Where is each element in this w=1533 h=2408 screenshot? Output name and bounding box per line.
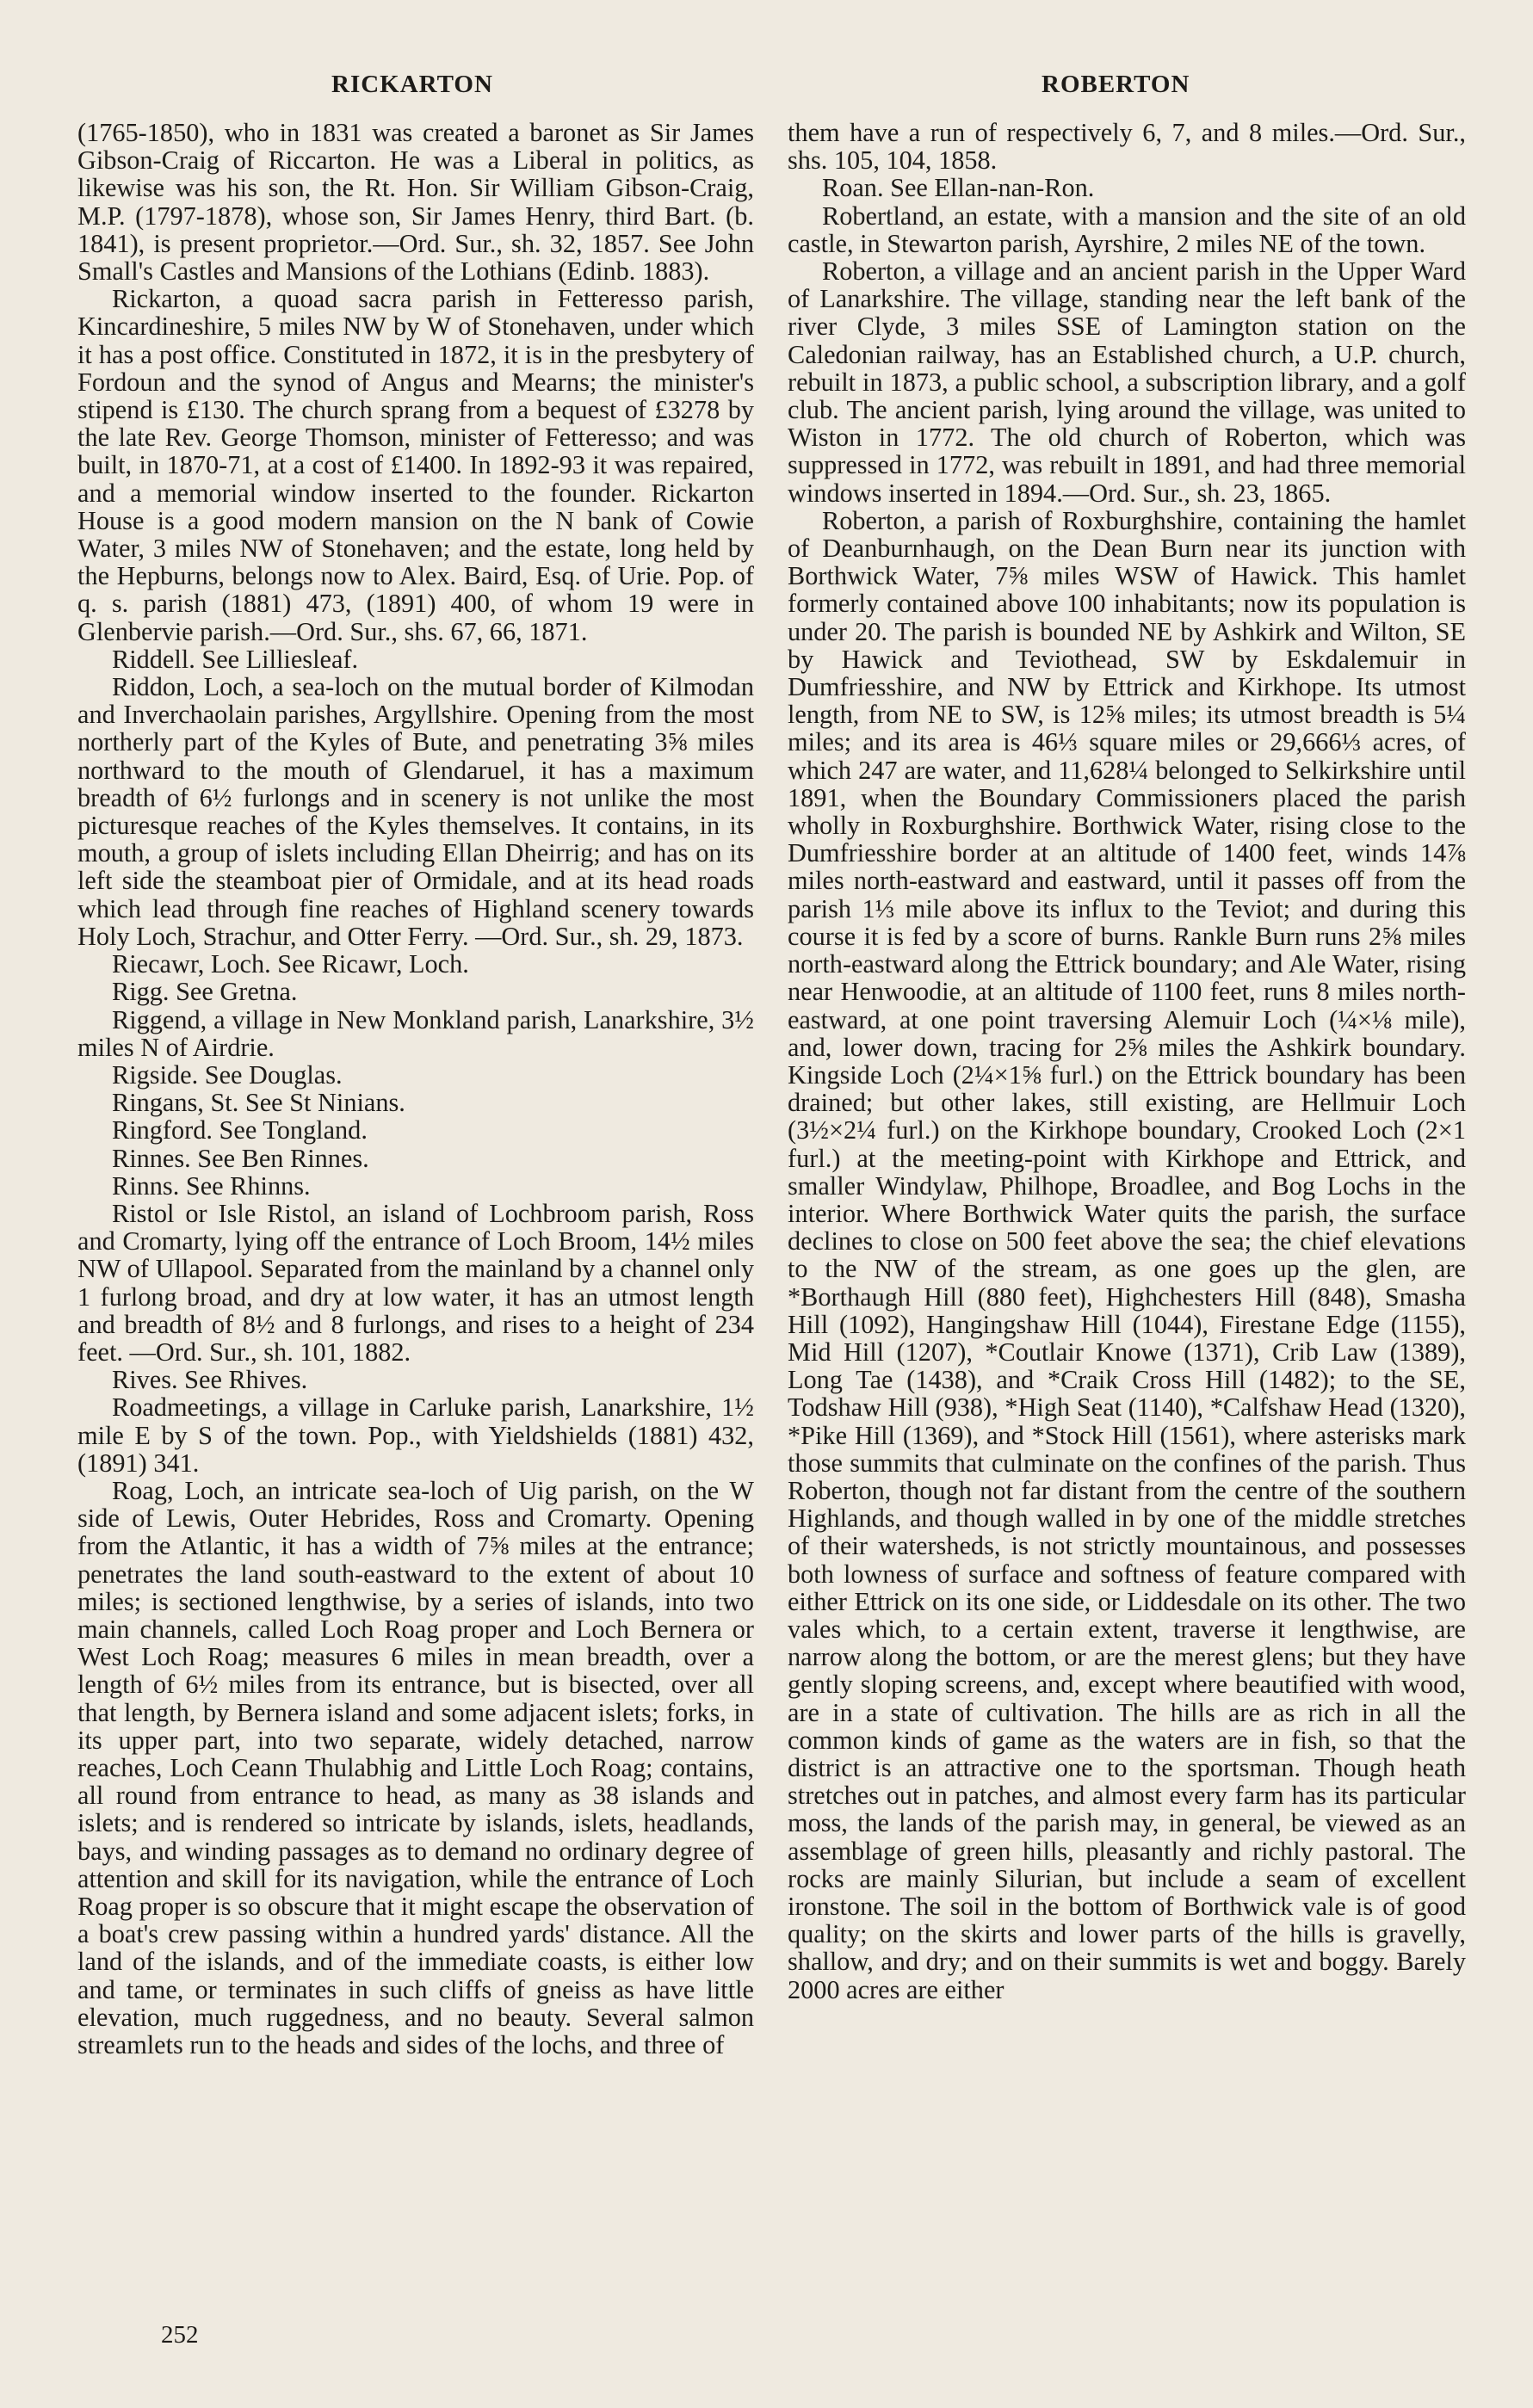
- entry-roberton-lanarkshire: Roberton, a village and an ancient parish in the Upper Ward of Lanarkshire. The village, standing near the left bank of the river Clyde, 3 miles SSE of Lamington station on the Caledonian railway, has an Established church, a U.P. church, rebuilt in 1873, a public school, a subscription library, and a golf club. The ancient parish, lying around the village, was united to Wiston in 1772. The old church of Roberton, which was suppressed in 1772, was rebuilt in 1891, and had three memorial windows inserted in 1894.—Ord. Sur., sh. 23, 1865.: [788, 256, 1466, 508]
- page-number: 252: [161, 2321, 199, 2349]
- entry-ringans-st: Ringans, St. See St Ninians.: [112, 1088, 405, 1118]
- entry-roan: Roan. See Ellan-nan-Ron.: [822, 173, 1095, 203]
- entry-riecawr-loch: Riecawr, Loch. See Ricawr, Loch.: [112, 949, 469, 979]
- entry-riggend: Riggend, a village in New Monkland parish, Lanarkshire, 3½ miles N of Airdrie.: [77, 1004, 754, 1062]
- entry-robertland: Robertland, an estate, with a mansion and the site of an old castle, in Stewarton parish, Ayrshire, 2 miles NE of the town.: [788, 201, 1466, 258]
- entry-rinnes: Rinnes. See Ben Rinnes.: [112, 1143, 369, 1173]
- entry-ringford: Ringford. See Tongland.: [112, 1115, 368, 1145]
- entry-rives: Rives. See Rhives.: [112, 1365, 308, 1395]
- left-column: [77, 119, 754, 2312]
- paragraph: (1765-1850), who in 1831 was created a baronet as Sir James Gibson-Craig of Riccarton. He was a Liberal in politics, as likewise was his son, the Rt. Hon. Sir William Gibson-Craig, M.P. (1797-1878), whose son, Sir James Henry, third Bart. (b. 1841), is present proprietor.—Ord. Sur., sh. 32, 1857. See John Small's Castles and Mansions of the Lothians (Edinb. 1883).: [77, 119, 754, 287]
- entry-roberton-roxburghshire: Roberton, a parish of Roxburghshire, containing the hamlet of Deanburnhaugh, on the Dean Burn near its junction with Borthwick Water, 7⅝ miles WSW of Hawick. This hamlet formerly contained above 100 inhabitants; now its population is under 20. The parish is bounded NE by Ashkirk and Wilton, SE by Hawick and Teviothead, SW by Eskdalemuir in Dumfriesshire, and NW by Ettrick and Kirkhope. Its utmost length, from NE to SW, is 12⅝ miles; its utmost breadth is 5¼ miles; and its area is 46⅓ square miles or 29,666⅓ acres, of which 247 are water, and 11,628¼ belonged to Selkirkshire until 1891, when the Boundary Commissioners placed the parish wholly in Roxburghshire. Borthwick Water, rising close to the Dumfriesshire border at an altitude of 1400 feet, winds 14⅞ miles north-eastward and eastward, until it passes off from the parish 1⅓ mile above its influx to the Teviot; and during this course it is fed by a score of burns. Rankle Burn runs 2⅝ miles north-eastward along the Ettrick boundary; and Ale Water, rising near Henwoodie, at an altitude of 1100 feet, runs 8 miles north-eastward, at one point traversing Alemuir Loch (¼×⅛ mile), and, lower down, tracing for 2⅝ miles the Ashkirk boundary. Kingside Loch (2¼×1⅝ furl.) on the Ettrick boundary has been drained; but other lakes, still existing, are Hellmuir Loch (3½×2¼ furl.) on the Kirkhope boundary, Crooked Loch (2×1 furl.) at the meeting-point with Kirkhope and Ettrick, and smaller Windylaw, Philhope, Broadlee, and Bog Lochs in the interior. Where Borthwick Water quits the parish, the surface declines to close on 500 feet above the sea; the chief elevations to the NW of the stream, as one goes up the glen, are *Borthaugh Hill (880 feet), Highchesters Hill (848), Smasha Hill (1092), Hangingshaw Hill (1044), Firestane Edge (1155), Mid Hill (1207), *Coutlair Knowe (1371), Crib Law (1389), Long Tae (1438), and *Craik Cross Hill (1482); to the SE, Todshaw Hill (938), *High Seat (1140), *Calfshaw Head (1320), *Pike Hill (1369), and *Stock Hill (1561), where asterisks mark those summits that culminate on the confines of the parish. Thus Roberton, though not far distant from the centre of the southern Highlands, and though walled in by one of the middle stretches of their watersheds, is not strictly mountainous, and possesses both lowness of surface and softness of feature compared with either Ettrick on its one side, or Liddesdale on its other. The two vales which, to a certain extent, traverse it lengthwise, are narrow along the bottom, or are the merest glens; but they have gently sloping screens, and, except where beautified with wood, are in a state of cultivation. The hills are as rich in all the common kinds of game as the waters are in fish, so that the district is an attractive one to the sportsman. Though heath stretches out in patches, and almost every farm has its particular moss, the lands of the parish may, in general, be viewed as an assemblage of green hills, pleasantly and richly pastoral. The rocks are mainly Silurian, but include a seam of excellent ironstone. The soil in the bottom of Borthwick vale is of good quality; on the skirts and lower parts of the hills is gravelly, shallow, and dry; and on their summits is wet and boggy. Barely 2000 acres are either: [788, 505, 1466, 2004]
- entry-rinns: Rinns. See Rhinns.: [112, 1170, 311, 1201]
- entry-roag-loch: Roag, Loch, an intricate sea-loch of Uig parish, on the W side of Lewis, Outer Hebrides, Ross and Cromarty. Opening from the Atlantic, it has a width of 7⅝ miles at the entrance; penetrates the land south-eastward to the extent of about 10 miles; is sectioned lengthwise, by a series of islands, into two main channels, called Loch Roag proper and Loch Bernera or West Loch Roag; measures 6 miles in mean breadth, over a length of 6½ miles from its entrance, but is bisected, over all that length, by Bernera island and some adjacent islets; forks, in its upper part, into two separate, widely detached, narrow reaches, Loch Ceann Thulabhig and Little Loch Roag; contains, all round from entrance to head, as many as 38 islands and islets; and is rendered so intricate by islands, islets, headlands, bays, and winding passages as to demand no ordinary degree of attention and skill for its navigation, while the entrance of Loch Roag proper is so obscure that it might escape the observation of a boat's crew passing within a hundred yards' distance. All the land of the islands, and of the immediate coasts, is either low and tame, or terminates in such cliffs of gneiss as have little elevation, much ruggedness, and no beauty. Several salmon streamlets run to the heads and sides of the lochs, and three of: [77, 1475, 754, 2060]
- entry-roadmeetings: Roadmeetings, a village in Carluke parish, Lanarkshire, 1½ mile E by S of the town. Pop., with Yieldshields (1881) 432, (1891) 341.: [77, 1392, 754, 1478]
- entry-rigside: Rigside. See Douglas.: [112, 1059, 343, 1090]
- entry-ristol: Ristol or Isle Ristol, an island of Lochbroom parish, Ross and Cromarty, lying off the entrance of Loch Broom, 14½ miles NW of Ullapool. Separated from the mainland by a channel only 1 furlong broad, and dry at low water, it has an utmost length and breadth of 8½ and 8 furlongs, and rises to a height of 234 feet. —Ord. Sur., sh. 101, 1882.: [77, 1198, 754, 1367]
- entry-riddell: Riddell. See Lilliesleaf.: [112, 644, 359, 674]
- paragraph: them have a run of respectively 6, 7, and 8 miles.—Ord. Sur., shs. 105, 104, 1858.: [788, 119, 1466, 176]
- entry-riddon-loch: Riddon, Loch, a sea-loch on the mutual border of Kilmodan and Inverchaolain parishes, Argyllshire. Opening from the most northerly part of the Kyles of Bute, and penetrating 3⅝ miles northward to the mouth of Glendaruel, it has a maximum breadth of 6½ furlongs and in scenery is not unlike the most picturesque reaches of the Kyles themselves. It contains, in its mouth, a group of islets including Ellan Dheirrig; and has on its left side the steamboat pier of Ormidale, and at its head roads which lead through fine reaches of Highland scenery towards Holy Loch, Strachur, and Otter Ferry. —Ord. Sur., sh. 29, 1873.: [77, 672, 754, 951]
- running-header-left: RICKARTON: [331, 71, 493, 98]
- entry-rickarton: Rickarton, a quoad sacra parish in Fetteresso parish, Kincardineshire, 5 miles NW by W of Stonehaven, under which it has a post office. Constituted in 1872, it is in the presbytery of Fordoun and the synod of Angus and Mearns; the minister's stipend is £130. The church sprang from a bequest of £3278 by the late Rev. George Thomson, minister of Fetteresso; and was built, in 1870-71, at a cost of £1400. In 1892-93 it was repaired, and a memorial window inserted to the founder. Rickarton House is a good modern mansion on the N bank of Cowie Water, 3 miles NW of Stonehaven; and the estate, long held by the Hepburns, belongs now to Alex. Baird, Esq. of Urie. Pop. of q. s. parish (1881) 473, (1891) 400, of whom 19 were in Glenbervie parish.—Ord. Sur., shs. 67, 66, 1871.: [77, 284, 754, 646]
- entry-rigg: Rigg. See Gretna.: [112, 977, 298, 1007]
- right-column: [788, 119, 1466, 2312]
- running-header-right: ROBERTON: [1042, 71, 1190, 98]
